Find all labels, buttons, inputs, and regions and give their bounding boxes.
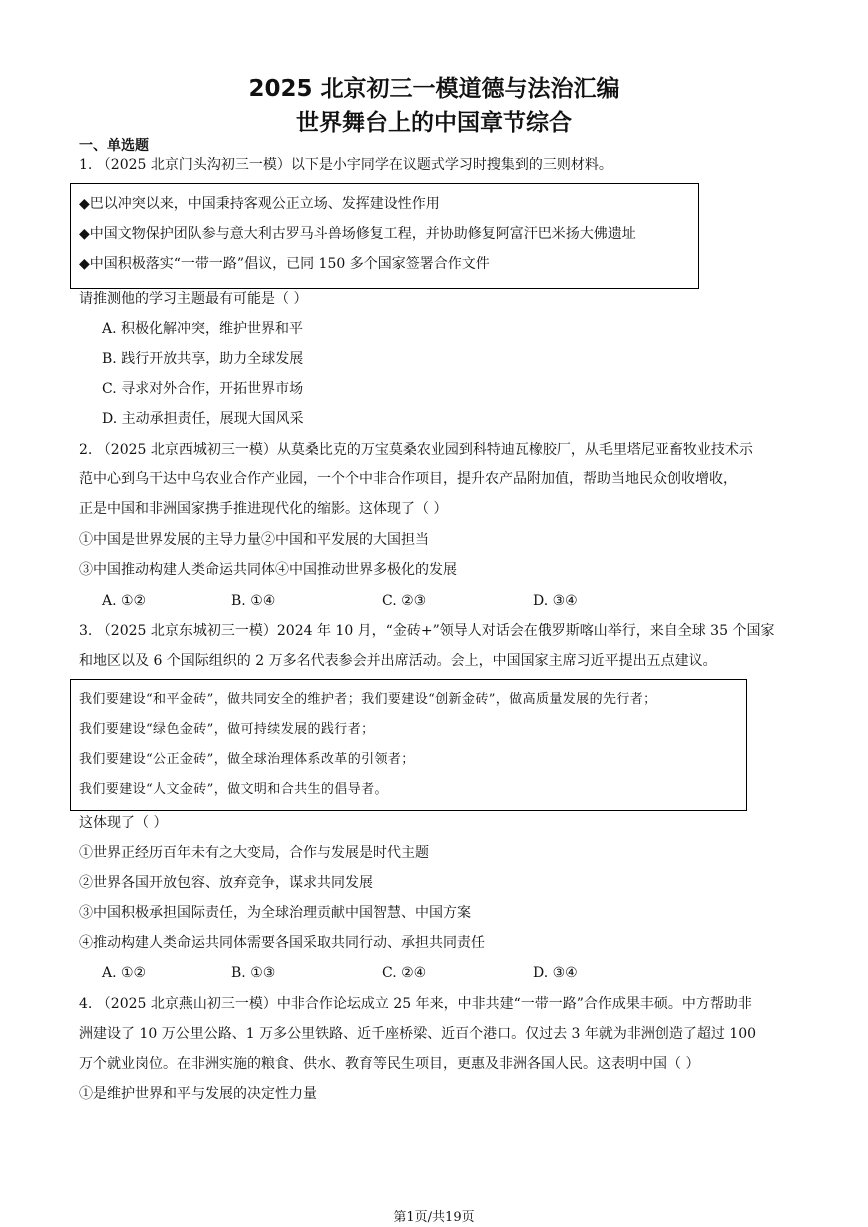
q1-stem: 1. （2025 北京门头沟初三一模）以下是小宇同学在议题式学习时搜集到的三则材料。 [79, 157, 613, 173]
q2-stem-line-1: 2. （2025 北京西城初三一模）从莫桑比克的万宝莫桑农业园到科特迪瓦橡胶厂，从毛里塔尼亚畜牧业技术示 [79, 442, 753, 458]
q2-option-b: B. ①④ [231, 593, 276, 609]
section-heading: 一、单选题 [79, 138, 149, 154]
q2-option-d: D. ③④ [533, 593, 578, 609]
q4-stem-line-1: 4. （2025 北京燕山初三一模）中非合作论坛成立 25 年来，中非共建“一带一路”合作成果丰硕。中方帮助非 [79, 996, 752, 1012]
q3-quote-line-4: 我们要建设“人文金砖”，做文明和合共生的倡导者。 [79, 782, 388, 797]
q1-question: 请推测他的学习主题最有可能是（ ） [79, 291, 308, 307]
q2-statement-1: ①中国是世界发展的主导力量②中国和平发展的大国担当 [79, 532, 429, 548]
q3-option-c: C. ②④ [382, 965, 427, 981]
document-subtitle: 世界舞台上的中国章节综合 [296, 110, 572, 136]
q1-option-a: A. 积极化解冲突，维护世界和平 [102, 321, 304, 337]
q1-material-3: ◆中国积极落实“一带一路”倡议，已同 150 多个国家签署合作文件 [79, 256, 490, 272]
q3-quote-line-3: 我们要建设“公正金砖”，做全球治理体系改革的引领者； [79, 752, 415, 767]
q1-material-1: ◆巴以冲突以来，中国秉持客观公正立场、发挥建设性作用 [79, 196, 440, 212]
q3-statement-4: ④推动构建人类命运共同体需要各国采取共同行动、承担共同责任 [79, 935, 485, 951]
q3-statement-1: ①世界正经历百年未有之大变局，合作与发展是时代主题 [79, 845, 429, 861]
q1-option-c: C. 寻求对外合作，开拓世界市场 [102, 381, 304, 397]
q2-option-a: A. ①② [102, 593, 147, 609]
q2-option-c: C. ②③ [382, 593, 427, 609]
q1-option-b: B. 践行开放共享，助力全球发展 [102, 351, 304, 367]
q3-question: 这体现了（ ） [79, 815, 168, 831]
document-title: 2025 北京初三一模道德与法治汇编 [248, 76, 620, 102]
q3-statement-2: ②世界各国开放包容、放弃竞争，谋求共同发展 [79, 875, 373, 891]
q1-material-2: ◆中国文物保护团队参与意大利古罗马斗兽场修复工程，并协助修复阿富汗巴米扬大佛遗址 [79, 226, 636, 242]
q3-quote-line-1: 我们要建设“和平金砖”，做共同安全的维护者；我们要建设“创新金砖”，做高质量发展的先行者； [79, 692, 657, 707]
q3-stem-line-2: 和地区以及 6 个国际组织的 2 万多名代表参会并出席活动。会上，中国国家主席习近平提出五点建议。 [79, 653, 717, 669]
q3-option-d: D. ③④ [533, 965, 578, 981]
q1-material-box [70, 183, 699, 289]
q3-quote-box [70, 679, 747, 811]
q3-quote-line-2: 我们要建设“绿色金砖”，做可持续发展的践行者； [79, 722, 375, 737]
page-footer: 第1页/共19页 [393, 1210, 475, 1225]
q2-statement-2: ③中国推动构建人类命运共同体④中国推动世界多极化的发展 [79, 562, 457, 578]
q4-statement-1: ①是维护世界和平与发展的决定性力量 [79, 1086, 317, 1102]
q2-stem-line-3: 正是中国和非洲国家携手推进现代化的缩影。这体现了（ ） [79, 501, 448, 517]
q4-stem-line-2: 洲建设了 10 万公里公路、1 万多公里铁路、近千座桥梁、近百个港口。仅过去 3 年就为非洲创造了超过 100 [79, 1026, 757, 1042]
q4-stem-line-3: 万个就业岗位。在非洲实施的粮食、供水、教育等民生项目，更惠及非洲各国人民。这表明中国（ ） [79, 1056, 700, 1072]
q3-stem-line-1: 3. （2025 北京东城初三一模）2024 年 10 月，“金砖+”领导人对话会在俄罗斯喀山举行，来自全球 35 个国家 [79, 623, 775, 639]
q3-option-b: B. ①③ [231, 965, 276, 981]
q3-option-a: A. ①② [102, 965, 147, 981]
q2-stem-line-2: 范中心到乌干达中乌农业合作产业园，一个个中非合作项目，提升农产品附加值，帮助当地民众创收增收， [79, 471, 737, 487]
q3-statement-3: ③中国积极承担国际责任，为全球治理贡献中国智慧、中国方案 [79, 905, 471, 921]
q1-option-d: D. 主动承担责任，展现大国风采 [102, 411, 304, 427]
